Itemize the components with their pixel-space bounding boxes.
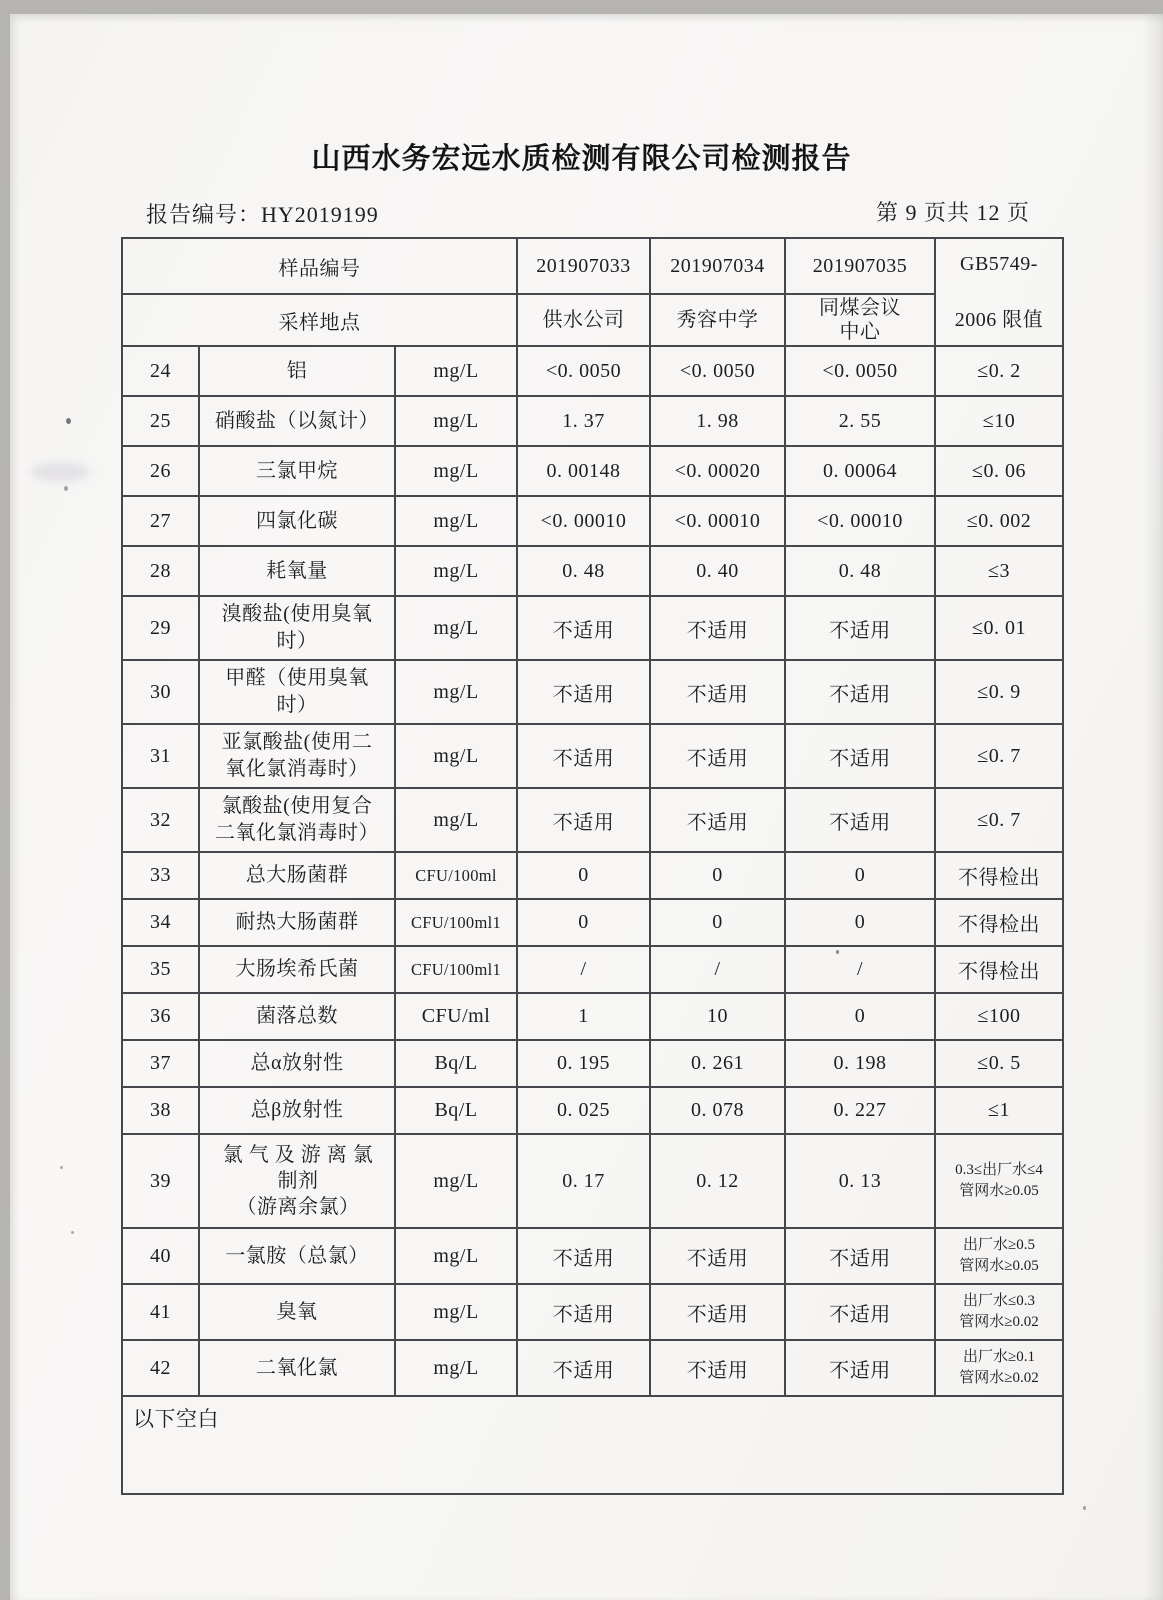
parameter-unit: mg/L: [395, 1340, 517, 1396]
table-row: [122, 446, 1063, 496]
parameter-name: 氯酸盐(使用复合 二氧化氯消毒时）: [199, 788, 395, 852]
sample1-value: 不适用: [517, 596, 650, 660]
parameter-unit: CFU/100ml1: [395, 946, 517, 993]
parameter-name: 大肠埃希氏菌: [199, 946, 395, 993]
sample1-value: 0: [517, 852, 650, 899]
parameter-unit: mg/L: [395, 660, 517, 724]
sample2-value: 不适用: [650, 1284, 785, 1340]
limit-value: ≤0. 9: [935, 660, 1063, 724]
limit-value: ≤3: [935, 546, 1063, 596]
row-number: 41: [122, 1284, 199, 1340]
parameter-unit: mg/L: [395, 788, 517, 852]
sample1-value: <0. 0050: [517, 346, 650, 396]
sample2-value: 不适用: [650, 1340, 785, 1396]
row-number: 34: [122, 899, 199, 946]
table-row: [122, 724, 1063, 788]
table-footer: [122, 1396, 1063, 1494]
sample-id-2: 201907034: [650, 238, 785, 294]
row-number: 25: [122, 396, 199, 446]
limit-value: 不得检出: [935, 946, 1063, 993]
table-row: [122, 993, 1063, 1040]
parameter-name: 三氯甲烷: [199, 446, 395, 496]
blank-row: [122, 1396, 1063, 1494]
row-number: 33: [122, 852, 199, 899]
parameter-unit: CFU/100ml: [395, 852, 517, 899]
row-number: 36: [122, 993, 199, 1040]
sample3-value: 不适用: [785, 660, 935, 724]
parameter-name: 耗氧量: [199, 546, 395, 596]
row-number: 35: [122, 946, 199, 993]
sample2-value: <0. 00010: [650, 496, 785, 546]
sample2-value: 0. 261: [650, 1040, 785, 1087]
table-row: [122, 899, 1063, 946]
table-header: [122, 238, 1063, 346]
sample3-value: 0: [785, 899, 935, 946]
table-row: [122, 496, 1063, 546]
table-row: [122, 788, 1063, 852]
sample-id-1: 201907033: [517, 238, 650, 294]
table-row: [122, 1228, 1063, 1284]
sample1-value: 不适用: [517, 788, 650, 852]
parameter-unit: mg/L: [395, 496, 517, 546]
row-number: 32: [122, 788, 199, 852]
parameter-unit: CFU/100ml1: [395, 899, 517, 946]
parameter-name: 四氯化碳: [199, 496, 395, 546]
limit-value: 不得检出: [935, 899, 1063, 946]
sample3-value: 0. 48: [785, 546, 935, 596]
standard-year-label: 2006 限值: [954, 308, 1044, 331]
sample2-value: 0. 12: [650, 1134, 785, 1228]
sample2-value: 0. 40: [650, 546, 785, 596]
table-row: [122, 546, 1063, 596]
sample2-value: 不适用: [650, 724, 785, 788]
parameter-name: 耐热大肠菌群: [199, 899, 395, 946]
table-row: [122, 1134, 1063, 1228]
parameter-name: 溴酸盐(使用臭氧 时）: [199, 596, 395, 660]
limit-value: ≤0. 2: [935, 346, 1063, 396]
sample2-value: 不适用: [650, 1228, 785, 1284]
sample1-value: 不适用: [517, 724, 650, 788]
limit-value: ≤0. 7: [935, 788, 1063, 852]
parameter-unit: Bq/L: [395, 1040, 517, 1087]
limit-value: 出厂水≥0.5 管网水≥0.05: [935, 1228, 1063, 1284]
sample1-value: 不适用: [517, 660, 650, 724]
sample3-value: 0. 00064: [785, 446, 935, 496]
parameter-name: 亚氯酸盐(使用二 氧化氯消毒时）: [199, 724, 395, 788]
parameter-unit: mg/L: [395, 446, 517, 496]
sample3-value: /: [785, 946, 935, 993]
header-row-sample-id: [122, 238, 1063, 294]
limit-value: 0.3≤出厂水≤4 管网水≥0.05: [935, 1134, 1063, 1228]
parameter-unit: mg/L: [395, 1134, 517, 1228]
table-row: [122, 946, 1063, 993]
sample1-value: 0: [517, 899, 650, 946]
limit-value: ≤0. 06: [935, 446, 1063, 496]
parameter-name: 菌落总数: [199, 993, 395, 1040]
parameter-name: 臭氧: [199, 1284, 395, 1340]
limit-value: 不得检出: [935, 852, 1063, 899]
row-number: 27: [122, 496, 199, 546]
parameter-unit: mg/L: [395, 396, 517, 446]
sample1-value: 不适用: [517, 1340, 650, 1396]
sample2-value: <0. 0050: [650, 346, 785, 396]
scan-speck: [71, 1231, 74, 1234]
sample1-value: <0. 00010: [517, 496, 650, 546]
table-row: [122, 1040, 1063, 1087]
scan-smudge: [30, 462, 90, 482]
table-row: [122, 1087, 1063, 1134]
scan-speck: [64, 486, 68, 491]
document-title: 山西水务宏远水质检测有限公司检测报告: [311, 143, 852, 175]
sample3-value: 不适用: [785, 1284, 935, 1340]
limit-value: ≤0. 5: [935, 1040, 1063, 1087]
row-number: 40: [122, 1228, 199, 1284]
parameter-name: 一氯胺（总氯）: [199, 1228, 395, 1284]
sample2-value: 0. 078: [650, 1087, 785, 1134]
sample3-value: 不适用: [785, 724, 935, 788]
standard-name: GB5749-: [960, 252, 1038, 275]
limit-value: ≤10: [935, 396, 1063, 446]
sample2-value: 不适用: [650, 596, 785, 660]
sample2-value: 0: [650, 852, 785, 899]
table-row: [122, 1340, 1063, 1396]
sample1-value: 0. 17: [517, 1134, 650, 1228]
results-tbody: [122, 346, 1063, 1396]
parameter-unit: mg/L: [395, 596, 517, 660]
sample2-value: 1. 98: [650, 396, 785, 446]
parameter-unit: CFU/ml: [395, 993, 517, 1040]
parameter-name: 甲醛（使用臭氧 时）: [199, 660, 395, 724]
row-number: 39: [122, 1134, 199, 1228]
row-number: 37: [122, 1040, 199, 1087]
sample1-value: 0. 00148: [517, 446, 650, 496]
sample1-value: 0. 195: [517, 1040, 650, 1087]
table-row: [122, 1284, 1063, 1340]
scan-speck: [836, 950, 839, 954]
row-number: 28: [122, 546, 199, 596]
sample3-value: 2. 55: [785, 396, 935, 446]
header-row-location: [122, 294, 1063, 346]
table-row: [122, 596, 1063, 660]
sample-id-3: 201907035: [785, 238, 935, 294]
sample3-value: 0: [785, 993, 935, 1040]
sample1-value: 不适用: [517, 1284, 650, 1340]
sample3-value: 0. 198: [785, 1040, 935, 1087]
below-blank-note: 以下空白: [122, 1396, 1063, 1494]
sample2-value: 不适用: [650, 660, 785, 724]
limit-value: ≤0. 7: [935, 724, 1063, 788]
limit-value: ≤100: [935, 993, 1063, 1040]
sample2-value: 0: [650, 899, 785, 946]
report-number: 报告编号：HY2019199: [146, 202, 379, 227]
sample3-value: <0. 00010: [785, 496, 935, 546]
parameter-name: 总α放射性: [199, 1040, 395, 1087]
sample3-value: 不适用: [785, 1228, 935, 1284]
parameter-name: 总大肠菌群: [199, 852, 395, 899]
row-number: 42: [122, 1340, 199, 1396]
table-row: [122, 660, 1063, 724]
parameter-unit: mg/L: [395, 346, 517, 396]
scan-speck: [66, 418, 71, 424]
results-table: [121, 237, 1064, 1495]
parameter-name: 总β放射性: [199, 1087, 395, 1134]
parameter-unit: mg/L: [395, 724, 517, 788]
sample1-value: 0. 48: [517, 546, 650, 596]
limit-value: 出厂水≥0.1 管网水≥0.02: [935, 1340, 1063, 1396]
parameter-name: 硝酸盐（以氮计）: [199, 396, 395, 446]
scan-speck: [1083, 1506, 1086, 1510]
sample1-value: /: [517, 946, 650, 993]
row-number: 30: [122, 660, 199, 724]
table-row: [122, 852, 1063, 899]
sample3-value: 不适用: [785, 596, 935, 660]
sample1-value: 不适用: [517, 1228, 650, 1284]
location-2: 秀容中学: [650, 294, 785, 346]
sample-id-label: 样品编号: [122, 238, 517, 294]
sample2-value: <0. 00020: [650, 446, 785, 496]
page-indicator: 第 9 页共 12 页: [876, 200, 1031, 225]
parameter-unit: mg/L: [395, 1228, 517, 1284]
row-number: 24: [122, 346, 199, 396]
sample1-value: 1: [517, 993, 650, 1040]
parameter-name: 铝: [199, 346, 395, 396]
sample2-value: /: [650, 946, 785, 993]
table-row: [122, 346, 1063, 396]
standard-limit-header: [935, 238, 1063, 346]
row-number: 26: [122, 446, 199, 496]
sample2-value: 不适用: [650, 788, 785, 852]
limit-value: ≤0. 01: [935, 596, 1063, 660]
limit-value: ≤1: [935, 1087, 1063, 1134]
sample1-value: 0. 025: [517, 1087, 650, 1134]
sample3-value: 不适用: [785, 788, 935, 852]
sample3-value: 0. 13: [785, 1134, 935, 1228]
table-row: [122, 396, 1063, 446]
row-number: 38: [122, 1087, 199, 1134]
limit-value: 出厂水≤0.3 管网水≥0.02: [935, 1284, 1063, 1340]
row-number: 31: [122, 724, 199, 788]
row-number: 29: [122, 596, 199, 660]
sample1-value: 1. 37: [517, 396, 650, 446]
location-label: 采样地点: [122, 294, 517, 346]
parameter-unit: Bq/L: [395, 1087, 517, 1134]
sample2-value: 10: [650, 993, 785, 1040]
location-3: 同煤会议 中心: [785, 294, 935, 346]
sample3-value: 0: [785, 852, 935, 899]
sample3-value: 0. 227: [785, 1087, 935, 1134]
scan-speck: [60, 1166, 63, 1169]
parameter-unit: mg/L: [395, 1284, 517, 1340]
parameter-unit: mg/L: [395, 546, 517, 596]
sample3-value: 不适用: [785, 1340, 935, 1396]
sample3-value: <0. 0050: [785, 346, 935, 396]
location-1: 供水公司: [517, 294, 650, 346]
parameter-name: 氯 气 及 游 离 氯 制剂 （游离余氯）: [199, 1134, 395, 1228]
parameter-name: 二氧化氯: [199, 1340, 395, 1396]
limit-value: ≤0. 002: [935, 496, 1063, 546]
